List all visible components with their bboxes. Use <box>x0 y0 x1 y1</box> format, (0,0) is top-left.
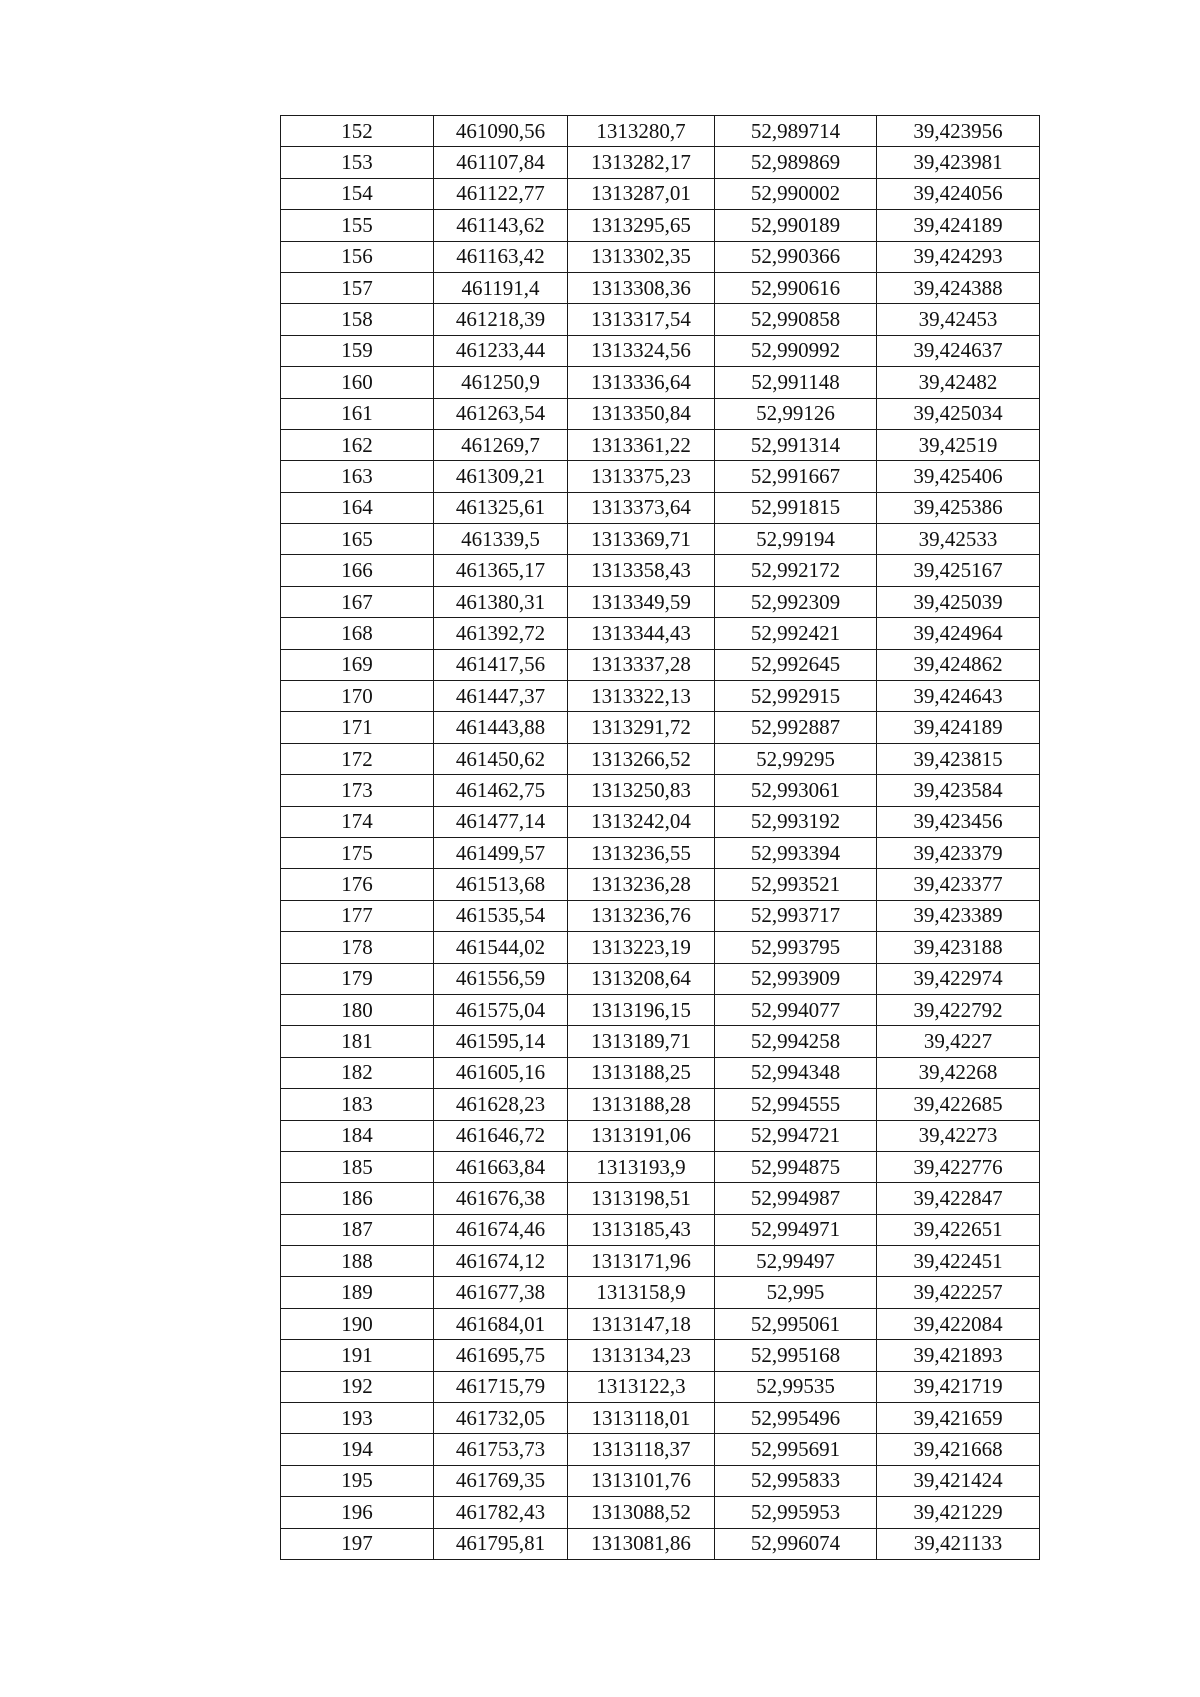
x-coordinate-cell: 461191,4 <box>434 272 568 303</box>
x-coordinate-cell: 461513,68 <box>434 869 568 900</box>
y-coordinate-cell: 1313134,23 <box>568 1340 715 1371</box>
point-number-cell: 178 <box>281 932 434 963</box>
y-coordinate-cell: 1313287,01 <box>568 178 715 209</box>
y-coordinate-cell: 1313358,43 <box>568 555 715 586</box>
x-coordinate-cell: 461782,43 <box>434 1497 568 1528</box>
longitude-cell: 39,422792 <box>877 994 1040 1025</box>
x-coordinate-cell: 461450,62 <box>434 743 568 774</box>
x-coordinate-cell: 461732,05 <box>434 1403 568 1434</box>
table-row <box>281 304 1040 335</box>
table-row <box>281 272 1040 303</box>
longitude-cell: 39,424637 <box>877 335 1040 366</box>
longitude-cell: 39,424388 <box>877 272 1040 303</box>
longitude-cell: 39,42453 <box>877 304 1040 335</box>
x-coordinate-cell: 461233,44 <box>434 335 568 366</box>
longitude-cell: 39,424964 <box>877 618 1040 649</box>
longitude-cell: 39,423956 <box>877 116 1040 147</box>
table-row <box>281 555 1040 586</box>
longitude-cell: 39,421668 <box>877 1434 1040 1465</box>
y-coordinate-cell: 1313122,3 <box>568 1371 715 1402</box>
point-number-cell: 192 <box>281 1371 434 1402</box>
point-number-cell: 173 <box>281 775 434 806</box>
x-coordinate-cell: 461695,75 <box>434 1340 568 1371</box>
x-coordinate-cell: 461163,42 <box>434 241 568 272</box>
latitude-cell: 52,994971 <box>715 1214 877 1245</box>
latitude-cell: 52,995168 <box>715 1340 877 1371</box>
y-coordinate-cell: 1313308,36 <box>568 272 715 303</box>
longitude-cell: 39,422776 <box>877 1151 1040 1182</box>
y-coordinate-cell: 1313118,37 <box>568 1434 715 1465</box>
x-coordinate-cell: 461365,17 <box>434 555 568 586</box>
x-coordinate-cell: 461715,79 <box>434 1371 568 1402</box>
longitude-cell: 39,423379 <box>877 837 1040 868</box>
point-number-cell: 196 <box>281 1497 434 1528</box>
y-coordinate-cell: 1313373,64 <box>568 492 715 523</box>
y-coordinate-cell: 1313088,52 <box>568 1497 715 1528</box>
latitude-cell: 52,990616 <box>715 272 877 303</box>
y-coordinate-cell: 1313375,23 <box>568 461 715 492</box>
latitude-cell: 52,990992 <box>715 335 877 366</box>
longitude-cell: 39,425386 <box>877 492 1040 523</box>
y-coordinate-cell: 1313337,28 <box>568 649 715 680</box>
longitude-cell: 39,423456 <box>877 806 1040 837</box>
latitude-cell: 52,992887 <box>715 712 877 743</box>
longitude-cell: 39,421229 <box>877 1497 1040 1528</box>
latitude-cell: 52,99126 <box>715 398 877 429</box>
y-coordinate-cell: 1313250,83 <box>568 775 715 806</box>
latitude-cell: 52,992421 <box>715 618 877 649</box>
table-row <box>281 649 1040 680</box>
point-number-cell: 187 <box>281 1214 434 1245</box>
point-number-cell: 171 <box>281 712 434 743</box>
x-coordinate-cell: 461628,23 <box>434 1089 568 1120</box>
x-coordinate-cell: 461646,72 <box>434 1120 568 1151</box>
point-number-cell: 188 <box>281 1246 434 1277</box>
longitude-cell: 39,42268 <box>877 1057 1040 1088</box>
latitude-cell: 52,989869 <box>715 147 877 178</box>
y-coordinate-cell: 1313081,86 <box>568 1528 715 1559</box>
y-coordinate-cell: 1313302,35 <box>568 241 715 272</box>
point-number-cell: 152 <box>281 116 434 147</box>
point-number-cell: 167 <box>281 586 434 617</box>
y-coordinate-cell: 1313171,96 <box>568 1246 715 1277</box>
coordinates-table <box>280 115 1040 1560</box>
table-row <box>281 681 1040 712</box>
latitude-cell: 52,990189 <box>715 210 877 241</box>
point-number-cell: 160 <box>281 367 434 398</box>
longitude-cell: 39,423188 <box>877 932 1040 963</box>
latitude-cell: 52,994721 <box>715 1120 877 1151</box>
table-row <box>281 775 1040 806</box>
x-coordinate-cell: 461143,62 <box>434 210 568 241</box>
x-coordinate-cell: 461769,35 <box>434 1465 568 1496</box>
point-number-cell: 159 <box>281 335 434 366</box>
table-row <box>281 210 1040 241</box>
point-number-cell: 183 <box>281 1089 434 1120</box>
table-row <box>281 524 1040 555</box>
table-row <box>281 1057 1040 1088</box>
x-coordinate-cell: 461339,5 <box>434 524 568 555</box>
point-number-cell: 181 <box>281 1026 434 1057</box>
y-coordinate-cell: 1313350,84 <box>568 398 715 429</box>
longitude-cell: 39,423389 <box>877 900 1040 931</box>
y-coordinate-cell: 1313185,43 <box>568 1214 715 1245</box>
x-coordinate-cell: 461309,21 <box>434 461 568 492</box>
point-number-cell: 179 <box>281 963 434 994</box>
latitude-cell: 52,994987 <box>715 1183 877 1214</box>
latitude-cell: 52,995061 <box>715 1308 877 1339</box>
longitude-cell: 39,421893 <box>877 1340 1040 1371</box>
latitude-cell: 52,991148 <box>715 367 877 398</box>
y-coordinate-cell: 1313369,71 <box>568 524 715 555</box>
y-coordinate-cell: 1313101,76 <box>568 1465 715 1496</box>
latitude-cell: 52,990858 <box>715 304 877 335</box>
y-coordinate-cell: 1313208,64 <box>568 963 715 994</box>
table-row <box>281 618 1040 649</box>
point-number-cell: 194 <box>281 1434 434 1465</box>
longitude-cell: 39,421719 <box>877 1371 1040 1402</box>
longitude-cell: 39,42533 <box>877 524 1040 555</box>
y-coordinate-cell: 1313118,01 <box>568 1403 715 1434</box>
latitude-cell: 52,990002 <box>715 178 877 209</box>
x-coordinate-cell: 461392,72 <box>434 618 568 649</box>
x-coordinate-cell: 461499,57 <box>434 837 568 868</box>
longitude-cell: 39,421133 <box>877 1528 1040 1559</box>
longitude-cell: 39,42273 <box>877 1120 1040 1151</box>
latitude-cell: 52,995833 <box>715 1465 877 1496</box>
table-body <box>281 116 1040 1560</box>
table-row <box>281 335 1040 366</box>
table-row <box>281 1183 1040 1214</box>
longitude-cell: 39,422685 <box>877 1089 1040 1120</box>
point-number-cell: 153 <box>281 147 434 178</box>
table-row <box>281 1214 1040 1245</box>
table-row <box>281 900 1040 931</box>
point-number-cell: 164 <box>281 492 434 523</box>
table-row <box>281 1497 1040 1528</box>
latitude-cell: 52,995691 <box>715 1434 877 1465</box>
point-number-cell: 168 <box>281 618 434 649</box>
latitude-cell: 52,993394 <box>715 837 877 868</box>
y-coordinate-cell: 1313191,06 <box>568 1120 715 1151</box>
longitude-cell: 39,423815 <box>877 743 1040 774</box>
y-coordinate-cell: 1313266,52 <box>568 743 715 774</box>
y-coordinate-cell: 1313196,15 <box>568 994 715 1025</box>
table-row <box>281 398 1040 429</box>
latitude-cell: 52,991667 <box>715 461 877 492</box>
latitude-cell: 52,994258 <box>715 1026 877 1057</box>
point-number-cell: 177 <box>281 900 434 931</box>
longitude-cell: 39,423981 <box>877 147 1040 178</box>
point-number-cell: 195 <box>281 1465 434 1496</box>
latitude-cell: 52,994077 <box>715 994 877 1025</box>
latitude-cell: 52,994348 <box>715 1057 877 1088</box>
x-coordinate-cell: 461250,9 <box>434 367 568 398</box>
point-number-cell: 166 <box>281 555 434 586</box>
y-coordinate-cell: 1313193,9 <box>568 1151 715 1182</box>
point-number-cell: 176 <box>281 869 434 900</box>
y-coordinate-cell: 1313336,64 <box>568 367 715 398</box>
y-coordinate-cell: 1313198,51 <box>568 1183 715 1214</box>
point-number-cell: 185 <box>281 1151 434 1182</box>
longitude-cell: 39,425167 <box>877 555 1040 586</box>
longitude-cell: 39,424643 <box>877 681 1040 712</box>
longitude-cell: 39,4227 <box>877 1026 1040 1057</box>
y-coordinate-cell: 1313317,54 <box>568 304 715 335</box>
longitude-cell: 39,425034 <box>877 398 1040 429</box>
point-number-cell: 172 <box>281 743 434 774</box>
point-number-cell: 182 <box>281 1057 434 1088</box>
latitude-cell: 52,989714 <box>715 116 877 147</box>
x-coordinate-cell: 461380,31 <box>434 586 568 617</box>
table-row <box>281 461 1040 492</box>
table-row <box>281 963 1040 994</box>
latitude-cell: 52,995 <box>715 1277 877 1308</box>
longitude-cell: 39,422974 <box>877 963 1040 994</box>
x-coordinate-cell: 461263,54 <box>434 398 568 429</box>
point-number-cell: 174 <box>281 806 434 837</box>
longitude-cell: 39,42482 <box>877 367 1040 398</box>
x-coordinate-cell: 461674,12 <box>434 1246 568 1277</box>
x-coordinate-cell: 461269,7 <box>434 429 568 460</box>
x-coordinate-cell: 461575,04 <box>434 994 568 1025</box>
y-coordinate-cell: 1313242,04 <box>568 806 715 837</box>
latitude-cell: 52,993061 <box>715 775 877 806</box>
point-number-cell: 157 <box>281 272 434 303</box>
y-coordinate-cell: 1313324,56 <box>568 335 715 366</box>
point-number-cell: 189 <box>281 1277 434 1308</box>
x-coordinate-cell: 461462,75 <box>434 775 568 806</box>
x-coordinate-cell: 461795,81 <box>434 1528 568 1559</box>
point-number-cell: 186 <box>281 1183 434 1214</box>
table-row <box>281 116 1040 147</box>
y-coordinate-cell: 1313344,43 <box>568 618 715 649</box>
y-coordinate-cell: 1313361,22 <box>568 429 715 460</box>
x-coordinate-cell: 461677,38 <box>434 1277 568 1308</box>
y-coordinate-cell: 1313188,25 <box>568 1057 715 1088</box>
table-row <box>281 147 1040 178</box>
x-coordinate-cell: 461325,61 <box>434 492 568 523</box>
longitude-cell: 39,425039 <box>877 586 1040 617</box>
x-coordinate-cell: 461218,39 <box>434 304 568 335</box>
point-number-cell: 190 <box>281 1308 434 1339</box>
longitude-cell: 39,423584 <box>877 775 1040 806</box>
latitude-cell: 52,992915 <box>715 681 877 712</box>
latitude-cell: 52,990366 <box>715 241 877 272</box>
y-coordinate-cell: 1313295,65 <box>568 210 715 241</box>
point-number-cell: 155 <box>281 210 434 241</box>
table-row <box>281 1528 1040 1559</box>
table-row <box>281 932 1040 963</box>
longitude-cell: 39,422257 <box>877 1277 1040 1308</box>
point-number-cell: 169 <box>281 649 434 680</box>
x-coordinate-cell: 461122,77 <box>434 178 568 209</box>
x-coordinate-cell: 461674,46 <box>434 1214 568 1245</box>
x-coordinate-cell: 461447,37 <box>434 681 568 712</box>
y-coordinate-cell: 1313236,55 <box>568 837 715 868</box>
x-coordinate-cell: 461676,38 <box>434 1183 568 1214</box>
latitude-cell: 52,995953 <box>715 1497 877 1528</box>
point-number-cell: 156 <box>281 241 434 272</box>
y-coordinate-cell: 1313158,9 <box>568 1277 715 1308</box>
latitude-cell: 52,995496 <box>715 1403 877 1434</box>
longitude-cell: 39,422651 <box>877 1214 1040 1245</box>
x-coordinate-cell: 461477,14 <box>434 806 568 837</box>
longitude-cell: 39,422084 <box>877 1308 1040 1339</box>
table-row <box>281 994 1040 1025</box>
latitude-cell: 52,993909 <box>715 963 877 994</box>
latitude-cell: 52,994875 <box>715 1151 877 1182</box>
x-coordinate-cell: 461443,88 <box>434 712 568 743</box>
y-coordinate-cell: 1313147,18 <box>568 1308 715 1339</box>
longitude-cell: 39,424189 <box>877 712 1040 743</box>
table-row <box>281 869 1040 900</box>
point-number-cell: 158 <box>281 304 434 335</box>
longitude-cell: 39,42519 <box>877 429 1040 460</box>
y-coordinate-cell: 1313236,28 <box>568 869 715 900</box>
x-coordinate-cell: 461544,02 <box>434 932 568 963</box>
latitude-cell: 52,993521 <box>715 869 877 900</box>
y-coordinate-cell: 1313349,59 <box>568 586 715 617</box>
latitude-cell: 52,993192 <box>715 806 877 837</box>
x-coordinate-cell: 461605,16 <box>434 1057 568 1088</box>
table-row <box>281 241 1040 272</box>
x-coordinate-cell: 461417,56 <box>434 649 568 680</box>
point-number-cell: 154 <box>281 178 434 209</box>
latitude-cell: 52,992309 <box>715 586 877 617</box>
latitude-cell: 52,992172 <box>715 555 877 586</box>
y-coordinate-cell: 1313280,7 <box>568 116 715 147</box>
latitude-cell: 52,991314 <box>715 429 877 460</box>
y-coordinate-cell: 1313188,28 <box>568 1089 715 1120</box>
point-number-cell: 193 <box>281 1403 434 1434</box>
point-number-cell: 170 <box>281 681 434 712</box>
table-row <box>281 1089 1040 1120</box>
table-row <box>281 1371 1040 1402</box>
x-coordinate-cell: 461595,14 <box>434 1026 568 1057</box>
latitude-cell: 52,99295 <box>715 743 877 774</box>
point-number-cell: 163 <box>281 461 434 492</box>
table-row <box>281 367 1040 398</box>
longitude-cell: 39,424189 <box>877 210 1040 241</box>
table-row <box>281 1308 1040 1339</box>
point-number-cell: 161 <box>281 398 434 429</box>
x-coordinate-cell: 461535,54 <box>434 900 568 931</box>
table-row <box>281 837 1040 868</box>
x-coordinate-cell: 461684,01 <box>434 1308 568 1339</box>
longitude-cell: 39,421659 <box>877 1403 1040 1434</box>
point-number-cell: 175 <box>281 837 434 868</box>
table-row <box>281 429 1040 460</box>
table-row <box>281 1434 1040 1465</box>
latitude-cell: 52,993795 <box>715 932 877 963</box>
longitude-cell: 39,422451 <box>877 1246 1040 1277</box>
x-coordinate-cell: 461753,73 <box>434 1434 568 1465</box>
table-row <box>281 1403 1040 1434</box>
table-row <box>281 586 1040 617</box>
table-row <box>281 178 1040 209</box>
y-coordinate-cell: 1313189,71 <box>568 1026 715 1057</box>
table-row <box>281 806 1040 837</box>
latitude-cell: 52,993717 <box>715 900 877 931</box>
latitude-cell: 52,99497 <box>715 1246 877 1277</box>
longitude-cell: 39,424862 <box>877 649 1040 680</box>
y-coordinate-cell: 1313282,17 <box>568 147 715 178</box>
latitude-cell: 52,994555 <box>715 1089 877 1120</box>
x-coordinate-cell: 461556,59 <box>434 963 568 994</box>
longitude-cell: 39,424293 <box>877 241 1040 272</box>
longitude-cell: 39,424056 <box>877 178 1040 209</box>
point-number-cell: 180 <box>281 994 434 1025</box>
table-row <box>281 492 1040 523</box>
table-row <box>281 1465 1040 1496</box>
table-row <box>281 1026 1040 1057</box>
latitude-cell: 52,992645 <box>715 649 877 680</box>
point-number-cell: 184 <box>281 1120 434 1151</box>
longitude-cell: 39,423377 <box>877 869 1040 900</box>
y-coordinate-cell: 1313322,13 <box>568 681 715 712</box>
y-coordinate-cell: 1313236,76 <box>568 900 715 931</box>
point-number-cell: 191 <box>281 1340 434 1371</box>
longitude-cell: 39,421424 <box>877 1465 1040 1496</box>
longitude-cell: 39,422847 <box>877 1183 1040 1214</box>
latitude-cell: 52,99194 <box>715 524 877 555</box>
table-row <box>281 1340 1040 1371</box>
x-coordinate-cell: 461107,84 <box>434 147 568 178</box>
table-row <box>281 1246 1040 1277</box>
table-row <box>281 743 1040 774</box>
y-coordinate-cell: 1313223,19 <box>568 932 715 963</box>
latitude-cell: 52,991815 <box>715 492 877 523</box>
point-number-cell: 165 <box>281 524 434 555</box>
x-coordinate-cell: 461090,56 <box>434 116 568 147</box>
point-number-cell: 162 <box>281 429 434 460</box>
x-coordinate-cell: 461663,84 <box>434 1151 568 1182</box>
y-coordinate-cell: 1313291,72 <box>568 712 715 743</box>
latitude-cell: 52,99535 <box>715 1371 877 1402</box>
latitude-cell: 52,996074 <box>715 1528 877 1559</box>
table-row <box>281 712 1040 743</box>
table-row <box>281 1151 1040 1182</box>
table-row <box>281 1277 1040 1308</box>
point-number-cell: 197 <box>281 1528 434 1559</box>
table-row <box>281 1120 1040 1151</box>
longitude-cell: 39,425406 <box>877 461 1040 492</box>
